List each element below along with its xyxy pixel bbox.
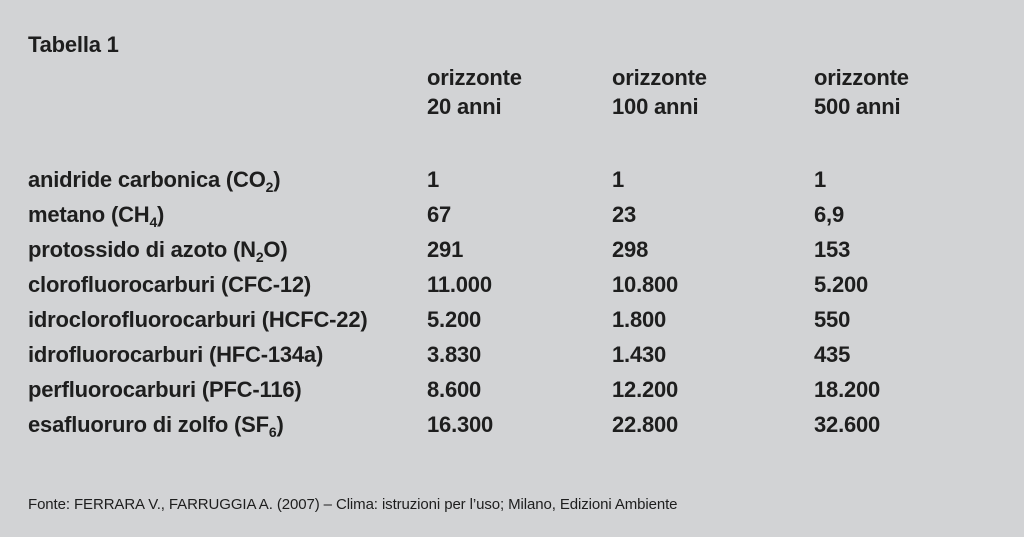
gas-name	[28, 342, 323, 368]
column-header-20	[427, 63, 522, 121]
gas-name	[28, 412, 284, 438]
value-20: 3.830	[427, 342, 482, 367]
gas-name	[28, 307, 368, 333]
table-row	[0, 377, 1024, 407]
table-row	[0, 272, 1024, 302]
value-500: 153	[814, 237, 851, 262]
column-header-500	[814, 63, 909, 121]
value-20: 11.000	[427, 272, 492, 297]
value-100: 1	[612, 167, 625, 192]
table-row	[0, 342, 1024, 372]
value-500: 18.200	[814, 377, 881, 402]
table-row	[0, 202, 1024, 232]
gas-name-subscript: 4	[149, 214, 158, 230]
table-title: Tabella 1	[28, 32, 119, 57]
gas-name-subscript: 2	[255, 249, 264, 265]
gas-name	[28, 377, 302, 403]
value-20: 1	[427, 167, 440, 192]
value-20: 16.300	[427, 412, 494, 437]
table-row	[0, 237, 1024, 267]
value-100: 23	[612, 202, 637, 227]
value-20: 291	[427, 237, 464, 262]
gas-name-text: anidride carbonica (CO	[28, 167, 266, 192]
value-100: 10.800	[612, 272, 679, 297]
value-20: 5.200	[427, 307, 482, 332]
gas-name-tail: )	[157, 202, 165, 227]
gas-name-tail: )	[273, 167, 281, 192]
gas-name-tail: O)	[263, 237, 288, 262]
gas-name	[28, 237, 287, 263]
table-row	[0, 167, 1024, 197]
gas-name	[28, 167, 280, 193]
gas-name-text: perfluorocarburi (PFC-116)	[28, 377, 302, 402]
gas-name-tail: )	[276, 412, 284, 437]
value-500: 5.200	[814, 272, 869, 297]
gas-name-text: esafluoruro di zolfo (SF	[28, 412, 269, 437]
value-500: 1	[814, 167, 827, 192]
value-20: 8.600	[427, 377, 482, 402]
value-100: 12.200	[612, 377, 679, 402]
value-100: 1.800	[612, 307, 667, 332]
table-row	[0, 307, 1024, 337]
gas-name-subscript: 2	[265, 179, 274, 195]
column-header-line2: 100 anni	[612, 94, 699, 119]
gas-name	[28, 202, 164, 228]
value-20: 67	[427, 202, 452, 227]
column-header-line1: orizzonte	[427, 65, 522, 90]
gas-name-text: clorofluorocarburi (CFC-12)	[28, 272, 312, 297]
value-500: 32.600	[814, 412, 881, 437]
value-100: 1.430	[612, 342, 667, 367]
value-100: 22.800	[612, 412, 679, 437]
gas-name-text: protossido di azoto (N	[28, 237, 256, 262]
column-header-line1: orizzonte	[814, 65, 909, 90]
table-row	[0, 412, 1024, 442]
gas-name-text: metano (CH	[28, 202, 150, 227]
gas-name-text: idroclorofluorocarburi (HCFC-22)	[28, 307, 368, 332]
value-500: 435	[814, 342, 851, 367]
column-header-100	[612, 63, 707, 121]
gas-name-text: idrofluorocarburi (HFC-134a)	[28, 342, 324, 367]
value-100: 298	[612, 237, 649, 262]
gas-name-subscript: 6	[268, 424, 277, 440]
gas-name	[28, 272, 311, 298]
value-500: 550	[814, 307, 851, 332]
column-header-line2: 500 anni	[814, 94, 901, 119]
column-header-line1: orizzonte	[612, 65, 707, 90]
column-header-line2: 20 anni	[427, 94, 502, 119]
source-citation: Fonte: FERRARA V., FARRUGGIA A. (2007) – Clima: istruzioni per l’uso; Milano, Edizioni Ambiente	[28, 496, 678, 513]
value-500: 6,9	[814, 202, 844, 227]
